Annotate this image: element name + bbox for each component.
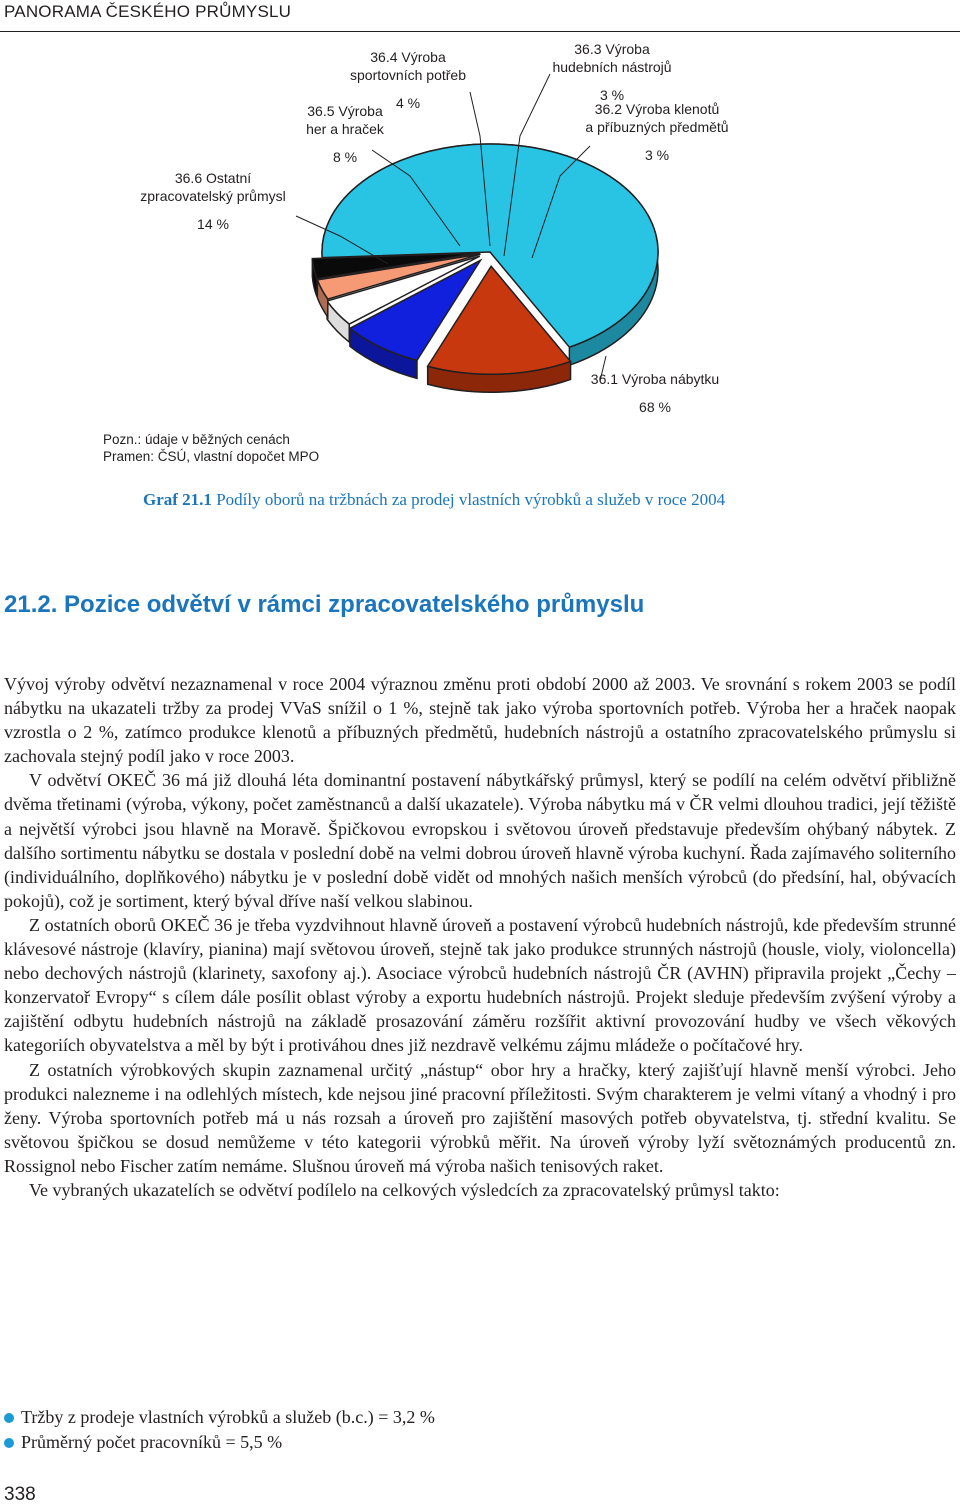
slice-name: 36.6 Ostatní bbox=[174, 170, 252, 186]
slice-name: 36.1 Výroba nábytku bbox=[590, 371, 720, 387]
slice-label bbox=[552, 41, 671, 103]
slice-name: 36.4 Výroba bbox=[370, 49, 446, 65]
slice-value-label: 68 % bbox=[639, 399, 671, 415]
list-item-text: Průměrný počet pracovníků = 5,5 % bbox=[21, 1432, 283, 1452]
section-title: 21.2. Pozice odvětví v rámci zpracovatelského průmyslu bbox=[4, 591, 645, 618]
slice-name: 36.2 Výroba klenotů bbox=[594, 101, 720, 117]
slice-value-label: 8 % bbox=[332, 149, 358, 165]
slice-name: zpracovatelský průmysl bbox=[140, 188, 286, 204]
slice-name: hudebních nástrojů bbox=[552, 59, 672, 75]
chart-caption bbox=[143, 490, 725, 510]
chart-note bbox=[103, 431, 319, 465]
slice-name: her a hraček bbox=[306, 121, 384, 137]
slice-name: a příbuzných předmětů bbox=[585, 119, 729, 135]
slice-label bbox=[350, 49, 466, 111]
slice-value-label: 3 % bbox=[599, 87, 625, 103]
paragraph: Z ostatních oborů OKEČ 36 je třeba vyzdvihnout hlavně úroveň a postavení výrobců hudebních nástrojů, kde především strunné klávesové nástroje (klavíry, pianina) mají světovou úroveň, stejně tak jako produkce strunných nástrojů (housle, violy, violoncella) nebo dechových nástrojů (klarinety, saxofony aj.). Asociace výrobců hudebních nástrojů ČR (AVHN) připravila projekt „Čechy – konzervatoř Evropy“ s cílem dále posílit oblast výroby a exportu hudebních nástrojů. Projekt sleduje především zvýšení výroby a zajištění odbytu hudebních nástrojů na základě prosazování záměru rozšířit aktivní provozování hudby ve všech věkových kategoriích obyvatelstva a měl by být i protiváhou dnes již nezdravě velkému zájmu mládeže o počítačové hry. bbox=[4, 914, 956, 1056]
list-item bbox=[4, 1430, 435, 1455]
page-number: 338 bbox=[4, 1484, 36, 1505]
paragraph: Z ostatních výrobkových skupin zaznamenal určitý „nástup“ obor hry a hračky, který zajišťují hlavně menší výrobci. Jeho produkci nalezneme i na odlehlých místech, kde nejsou jiné pracovní příležitosti. Svým charakterem je velmi vítaný a vhodný i pro ženy. Výroba sportovních potřeb má u nás rozsah a úroveň pro zajištění masových potřeb obyvatelstva, tj. střední kvalitu. Se světovou špičkou se dosud nemůžeme v této kategorii výrobků měřit. Na úroveň výroby lyží světoznámých producentů zn. Rossignol nebo Fischer zatím nemáme. Slušnou úroveň má výroba našich tenisových raket. bbox=[4, 1059, 956, 1176]
slice-label bbox=[585, 101, 728, 163]
paragraph: V odvětví OKEČ 36 má již dlouhá léta dominantní postavení nábytkářský průmysl, který se podílí na celém odvětví přibližně dvěma třetinami (výroba, výkony, počet zaměstnanců a další ukazatele). Výroba nábytku má v ČR velmi dlouhou tradici, její těžiště a největší výrobci jsou hlavně na Moravě. Špičkovou evropskou i světovou úroveň představuje především ohýbaný nábytek. Z dalšího sortimentu nábytku se dostala v poslední době na velmi dobrou úroveň hlavně výroba kuchyní. Řada zajímavého soliterního (individuálního, doplňkového) nábytku je v poslední době vidět od mnohých našich menších výrobců (do předsíní, hal, obývacích pokojů), což je sortiment, který býval dříve naší velkou slabinou. bbox=[4, 770, 956, 911]
indicator-list bbox=[4, 1405, 435, 1455]
slice-name: 36.3 Výroba bbox=[574, 41, 650, 57]
paragraph: Ve vybraných ukazatelích se odvětví podílelo na celkových výsledcích za zpracovatelský průmysl takto: bbox=[29, 1179, 780, 1200]
list-item-text: Tržby z prodeje vlastních výrobků a služeb (b.c.) = 3,2 % bbox=[21, 1407, 435, 1427]
slice-label bbox=[591, 371, 719, 415]
note-line-units: Pozn.: údaje v běžných cenách bbox=[103, 432, 290, 447]
slice-name: 36.5 Výroba bbox=[307, 103, 383, 119]
slice-label bbox=[306, 103, 385, 165]
caption-text: Podíly oborů na tržbnách za prodej vlastních výrobků a služeb v roce 2004 bbox=[216, 490, 726, 509]
slice-value-label: 3 % bbox=[644, 147, 670, 163]
slice-name: sportovních potřeb bbox=[350, 67, 466, 83]
bullet-dot-icon bbox=[4, 1413, 14, 1423]
pie-chart bbox=[0, 36, 960, 466]
body-text bbox=[4, 672, 956, 1202]
caption-number: Graf 21.1 bbox=[143, 490, 212, 509]
paragraph: Vývoj výroby odvětví nezaznamenal v roce 2004 výraznou změnu proti období 2000 až 2003. Ve srovnání s rokem 2003 se podíl nábytku na ukazateli tržby za prodej VVaS snížil o 1 %, stejně tak jako výroba sportovních potřeb. Výroba her a hraček naopak vzrostla o 2 %, zatímco produkce klenotů a příbuzných předmětů, hudebních nástrojů a ostatního zpracovatelského průmyslu si zachovala stejný podíl jako v roce 2003. bbox=[4, 674, 956, 767]
slice-label bbox=[140, 170, 286, 232]
slice-value-label: 14 % bbox=[197, 216, 229, 232]
running-header: PANORAMA ČESKÉHO PRŮMYSLU bbox=[4, 2, 292, 21]
note-line-source: Pramen: ČSÚ, vlastní dopočet MPO bbox=[103, 449, 320, 464]
bullet-dot-icon bbox=[4, 1438, 14, 1448]
header-rule bbox=[0, 31, 960, 32]
slice-value-label: 4 % bbox=[395, 95, 421, 111]
list-item bbox=[4, 1405, 435, 1430]
